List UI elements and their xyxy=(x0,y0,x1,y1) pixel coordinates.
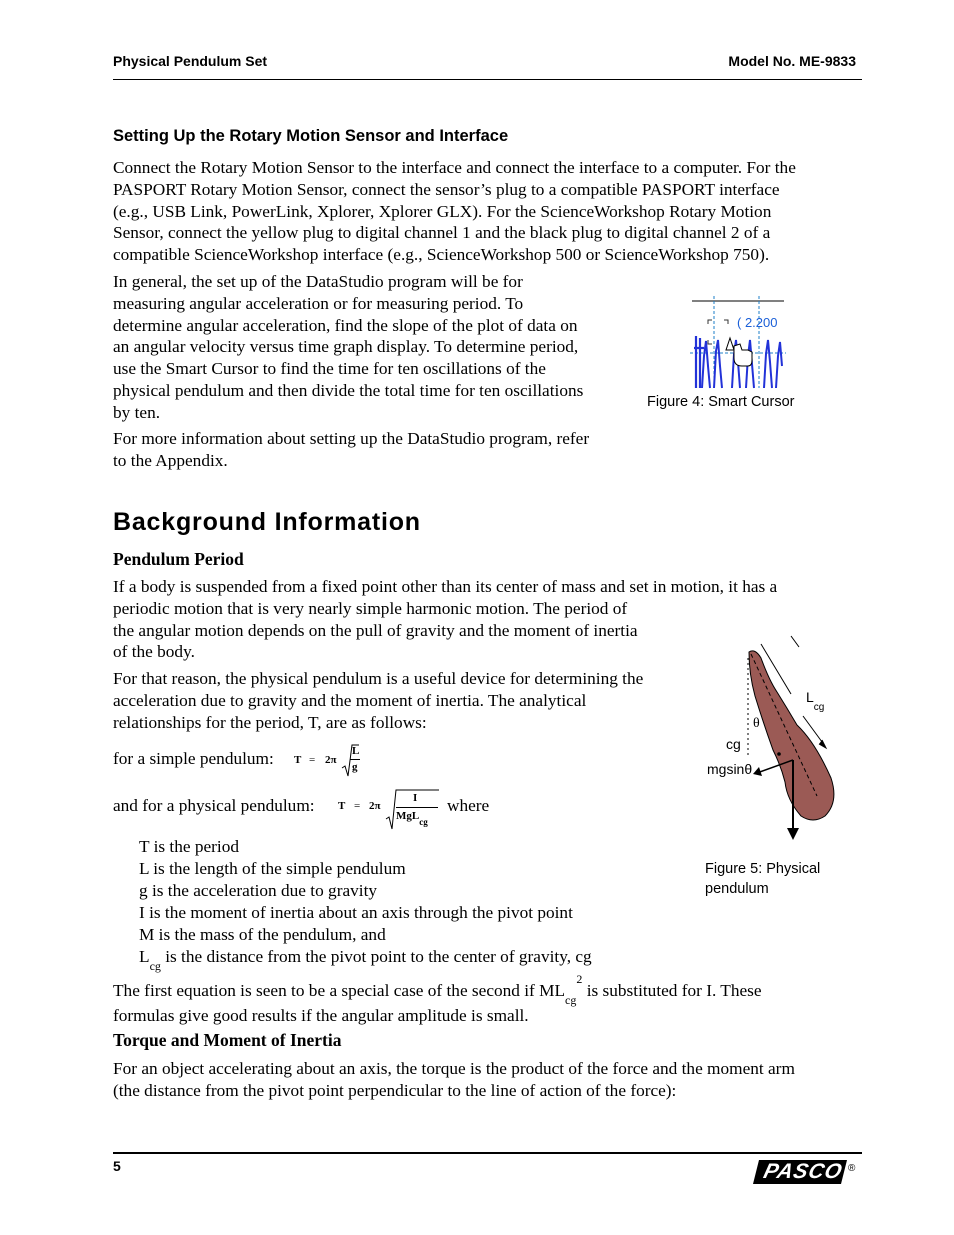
list-item: g is the acceleration due to gravity xyxy=(139,881,378,900)
list-item: M is the mass of the pendulum, and xyxy=(139,925,386,944)
setup-paragraph-2 xyxy=(113,271,653,424)
eq1-two-pi: 2π xyxy=(325,754,337,766)
text-line xyxy=(113,972,873,1008)
hand-cursor-icon xyxy=(726,338,752,366)
label-mgsin-theta: mgsinθ xyxy=(707,761,753,777)
conclusion-sup: 2 xyxy=(576,972,583,987)
eq2-denominator xyxy=(396,810,428,828)
background-title: Background Information xyxy=(113,508,421,536)
smart-cursor-readout: ( 2.200 xyxy=(737,315,778,330)
conclusion-paragraph xyxy=(113,972,873,1027)
caption-line: Figure 5: Physical xyxy=(705,861,821,877)
eq2-T: T xyxy=(338,800,346,812)
torque-paragraph xyxy=(113,1058,873,1102)
header-left: Physical Pendulum Set xyxy=(113,53,268,69)
figure5-caption xyxy=(705,859,855,899)
text-line: the angular motion depends on the pull of gravity and the moment of inertia xyxy=(113,620,638,640)
text-line: compatible ScienceWorkshop interface (e.g., ScienceWorkshop 500 or ScienceWorkshop 750). xyxy=(113,245,770,265)
text-line: For that reason, the physical pendulum is a useful device for determining the xyxy=(113,669,644,688)
torque-heading: Torque and Moment of Inertia xyxy=(113,1030,342,1050)
pasco-logo-text: PASCO xyxy=(761,1160,846,1183)
header-right: Model No. ME-9833 xyxy=(728,53,856,69)
eq1-denominator: g xyxy=(352,761,358,773)
pasco-logo xyxy=(753,1160,847,1184)
page-number: 5 xyxy=(113,1158,121,1174)
text-line: physical pendulum and then divide the total time for ten oscillations xyxy=(113,380,584,400)
text-line: use the Smart Cursor to find the time for ten oscillations of the xyxy=(113,359,546,379)
text-line: For more information about setting up the DataStudio program, refer xyxy=(113,429,590,448)
label-lcg-sub: cg xyxy=(813,701,825,713)
eq2-two-pi: 2π xyxy=(369,800,381,812)
setup-paragraph-1 xyxy=(113,157,873,266)
eq2-fraction-bar xyxy=(396,807,438,808)
label-theta: θ xyxy=(753,716,760,731)
physical-pendulum-equation xyxy=(338,789,442,831)
text-line: (the distance from the pivot point perpendicular to the line of action of the force): xyxy=(113,1080,677,1100)
text-line: PASPORT Rotary Motion Sensor, connect the sensor’s plug to a compatible PASPORT interface xyxy=(113,179,780,199)
text-line: For an object accelerating about an axis, the torque is the product of the force and the moment arm xyxy=(113,1059,795,1078)
conclusion-text-1: The first equation is seen to be a special case of the second if ML xyxy=(113,981,566,1000)
registered-mark: ® xyxy=(848,1163,856,1174)
header-rule xyxy=(113,79,862,80)
text-line: relationships for the period, T, are as follows: xyxy=(113,712,427,732)
eq2-denominator-sub: cg xyxy=(419,817,428,828)
eq2-denominator-main: MgL xyxy=(396,810,420,822)
list-item: T is the period xyxy=(139,837,239,856)
eq1-fraction-bar xyxy=(350,759,360,760)
eq1-equals: = xyxy=(309,754,316,766)
lcg-subscript: cg xyxy=(149,959,161,974)
list-item: I is the moment of inertia about an axis through the pivot point xyxy=(139,903,573,922)
pendulum-period-heading: Pendulum Period xyxy=(113,549,244,569)
eq2-equals: = xyxy=(354,800,361,812)
text-line: measuring angular acceleration or for measuring period. To xyxy=(113,293,524,313)
list-item xyxy=(139,946,659,974)
eq1-T: T xyxy=(294,754,302,766)
text-line: Sensor, connect the yellow plug to digital channel 1 and the black plug to digital channel 2 of a xyxy=(113,223,771,243)
lcg-symbol: L xyxy=(139,947,150,966)
eq1-lead: for a simple pendulum: xyxy=(113,749,274,768)
figure4-caption: Figure 4: Smart Cursor xyxy=(647,394,795,410)
period-paragraph-2 xyxy=(113,668,703,733)
lcg-description: is the distance from the pivot point to the center of gravity, cg xyxy=(160,947,592,966)
text-line: (e.g., USB Link, PowerLink, Xplorer, Xplorer GLX). For the ScienceWorkshop Rotary Motion xyxy=(113,201,772,221)
eq2-where: where xyxy=(447,796,490,815)
eq2-lead: and for a physical pendulum: xyxy=(113,796,315,815)
text-line: If a body is suspended from a fixed point other than its center of mass and set in motion, it has a xyxy=(113,577,778,596)
conclusion-sub: cg xyxy=(565,993,577,1008)
footer-rule xyxy=(113,1152,862,1154)
text-line: formulas give good results if the angular amplitude is small. xyxy=(113,1005,529,1025)
label-lcg-main: L xyxy=(806,689,814,705)
eq2-numerator: I xyxy=(413,792,418,804)
text-line: to the Appendix. xyxy=(113,450,228,470)
text-line: by ten. xyxy=(113,402,161,422)
simple-pendulum-equation xyxy=(294,744,374,780)
setup-paragraph-3 xyxy=(113,428,653,472)
text-line: periodic motion that is very nearly simple harmonic motion. The period of xyxy=(113,598,628,618)
text-line: determine angular acceleration, find the slope of the plot of data on xyxy=(113,315,578,335)
setup-heading: Setting Up the Rotary Motion Sensor and Interface xyxy=(113,127,509,145)
text-line: of the body. xyxy=(113,642,195,662)
smart-cursor-figure xyxy=(690,296,786,392)
eq1-numerator: L xyxy=(352,745,360,757)
text-line: Connect the Rotary Motion Sensor to the interface and connect the interface to a computer. For the xyxy=(113,158,796,177)
conclusion-text-2: is substituted for I. These xyxy=(582,981,762,1000)
definitions-list xyxy=(139,836,659,974)
text-line: In general, the set up of the DataStudio program will be for xyxy=(113,272,523,291)
text-line: acceleration due to gravity and the moment of inertia. The analytical xyxy=(113,690,587,710)
caption-line: pendulum xyxy=(705,881,769,897)
label-lcg xyxy=(806,689,825,713)
label-cg: cg xyxy=(726,736,741,752)
text-line: an angular velocity versus time graph display. To determine period, xyxy=(113,337,579,357)
list-item: L is the length of the simple pendulum xyxy=(139,859,406,878)
